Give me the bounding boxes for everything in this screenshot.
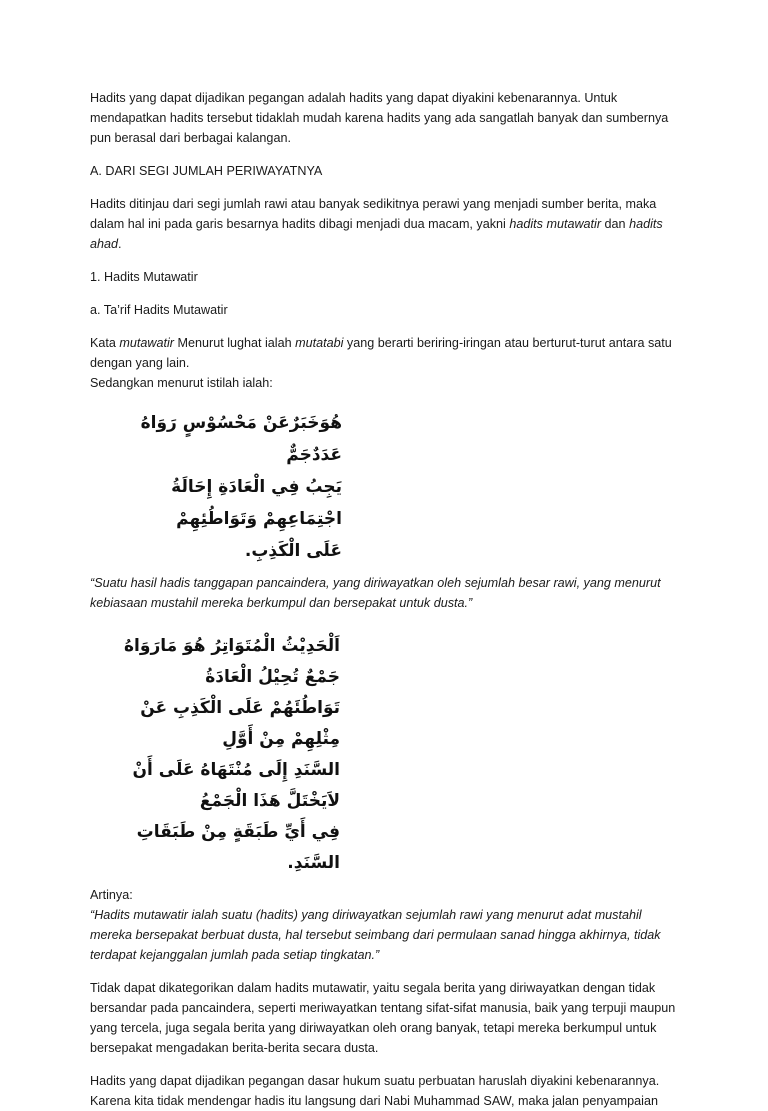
section-a-text-3: . [118, 237, 122, 251]
section-a-text-2: dan [601, 217, 630, 231]
arabic-line: تَوَاطُئَهُمْ عَلَى الْكَذِبِ عَنْ مِثْلِهِمْ مِنْ أَوَّلِ [140, 698, 340, 749]
istilah-line: Sedangkan menurut istilah ialah: [90, 376, 273, 390]
kata-paragraph [90, 333, 680, 373]
artinya-label: Artinya: [90, 888, 133, 902]
kata-text-1: Kata [90, 336, 120, 350]
arabic-line: اَلْحَدِيْثُ الْمُتَوَاتِرُ هُوَ مَارَوَاهُ جَمْعٌ تُحِيْلُ الْعَادَةُ [124, 636, 340, 687]
tidak-paragraph: Tidak dapat dikategorikan dalam hadits mutawatir, yaitu segala berita yang diriwayatkan dengan tidak bersandar pada pancaindera, seperti meriwayatkan tentang sifat-sifat manusia, baik yang terpuji maupun yang tercela, juga segala berita yang diriwayatkan oleh orang banyak, tetapi mereka berkumpul untuk bersepakat mengadakan berita-berita secara dusta. [90, 981, 676, 1055]
section-a-text-1: Hadits ditinjau dari segi jumlah rawi atau banyak sedikitnya perawi yang menjadi sumber berita, maka dalam hal ini pada garis besarnya hadits dibagi menjadi dua macam, yakni [90, 197, 657, 231]
document-page [90, 88, 680, 1111]
arabic-line: فِي أَيِّ طَبَقَةٍ مِنْ طَبَقَاتِ السَّنَدِ. [136, 822, 340, 873]
arabic-definition-2 [90, 631, 340, 879]
arabic-definition-1 [90, 407, 342, 567]
subsection-a-heading: a. Ta’rif Hadits Mutawatir [90, 303, 228, 317]
arabic-line: عَلَى الْكَذِبِ. [244, 541, 342, 561]
intro-paragraph: Hadits yang dapat dijadikan pegangan adalah hadits yang dapat diyakini kebenarannya. Untuk mendapatkan hadits tersebut tidaklah mudah karena hadits yang ada sangatlah banyak dan sumbernya pun berasal dari berbagai kalangan. [90, 91, 669, 145]
section-a-term-ahad: hadits ahad [90, 217, 663, 251]
kata-text-2: Menurut lughat ialah [174, 336, 296, 350]
kata-term-mutawatir: mutawatir [119, 336, 174, 350]
section-a-paragraph [90, 194, 680, 254]
kata-text-3: yang berarti beriring-iringan atau berturut-turut antara satu dengan yang lain. [90, 336, 672, 370]
section-a-term-mutawatir: hadits mutawatir [509, 217, 602, 231]
kata-term-mutatabi: mutatabi [295, 336, 344, 350]
section-a-heading: A. DARI SEGI JUMLAH PERIWAYATNYA [90, 164, 323, 178]
arabic-line: يَجِبُ فِي الْعَادَةِ إِحَالَةُ اجْتِمَاعِهِمْ وَتَوَاطُئِهِمْ [171, 477, 342, 529]
subsection-1-heading: 1. Hadits Mutawatir [90, 270, 198, 284]
arabic-line: هُوَخَبَرٌعَنْ مَحْسُوْسٍ رَوَاهُ عَدَدٌجَمٌّ [140, 413, 342, 465]
arabic-line: السَّنَدِ إِلَى مُنْتَهَاهُ عَلَى أَنْ لاَيَخْتَلَّ هَذَا الْجَمْعُ [132, 760, 340, 811]
last-paragraph: Hadits yang dapat dijadikan pegangan dasar hukum suatu perbuatan haruslah diyakini kebenarannya. Karena kita tidak mendengar hadis itu langsung dari Nabi Muhammad SAW, maka jalan penyampaian [90, 1074, 660, 1108]
quote-1: “Suatu hasil hadis tanggapan pancaindera, yang diriwayatkan oleh sejumlah besar rawi, yang menurut kebiasaan mustahil mereka berkumpul dan bersepakat untuk dusta.” [90, 576, 661, 610]
quote-2: “Hadits mutawatir ialah suatu (hadits) yang diriwayatkan sejumlah rawi yang menurut adat mustahil mereka bersepakat berbuat dusta, hal tersebut seimbang dari permulaan sanad hingga akhirnya, tidak terdapat kejanggalan jumlah pada setiap tingkatan.” [90, 908, 661, 962]
